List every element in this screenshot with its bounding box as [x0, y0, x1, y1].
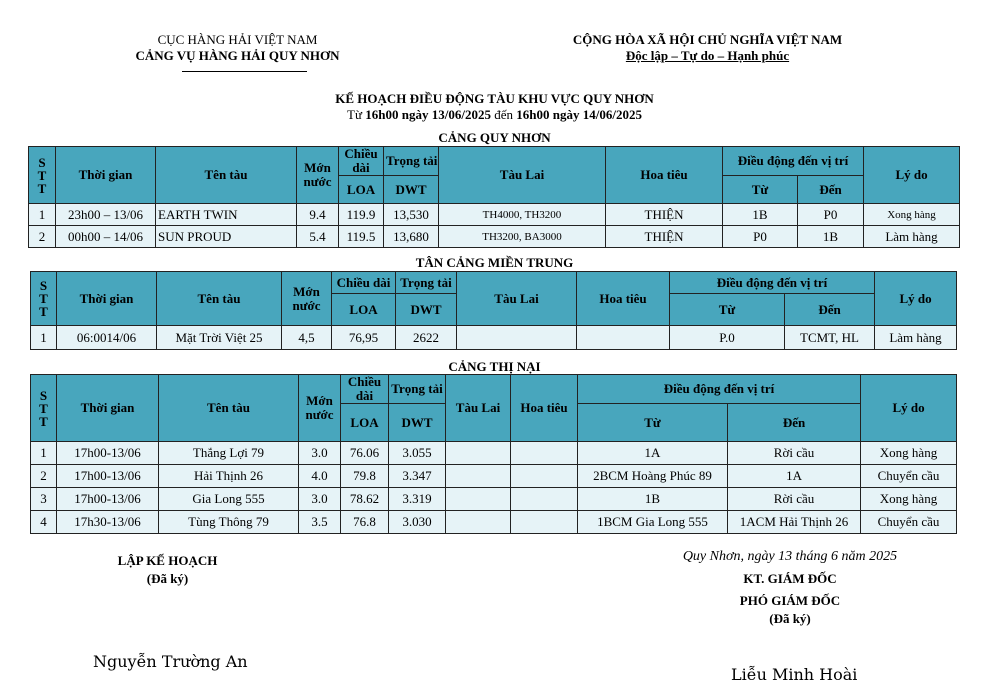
col-stt: S T T: [31, 375, 57, 442]
cell-dwt: 13,680: [384, 226, 439, 248]
range-prefix: Từ: [347, 107, 363, 122]
cell-dwt: 3.055: [389, 442, 446, 465]
cell-ly-do: Xong hàng: [861, 442, 957, 465]
cell-thoi-gian: 06:0014/06: [57, 326, 157, 350]
table-row: [31, 511, 957, 534]
cell-hoa-tieu: THIỆN: [606, 204, 723, 226]
range-end: 16h00 ngày 14/06/2025: [516, 107, 642, 122]
planner-title: LẬP KẾ HOẠCH: [117, 553, 218, 568]
cell-mon-nuoc: 9.4: [297, 204, 339, 226]
deputy-title: PHÓ GIÁM ĐỐC: [739, 593, 841, 608]
national-motto: Độc lập – Tự do – Hạnh phúc: [625, 48, 790, 63]
director-block: [690, 570, 890, 628]
cell-tu: 1B: [578, 488, 728, 511]
cell-thoi-gian: 17h00-13/06: [57, 465, 159, 488]
cell-tu: 2BCM Hoàng Phúc 89: [578, 465, 728, 488]
col-thoi-gian: Thời gian: [57, 272, 157, 326]
cell-ly-do: Xong hàng: [861, 488, 957, 511]
col-mon-nuoc: Mớn nước: [297, 147, 339, 204]
cell-tau-lai: TH3200, BA3000: [439, 226, 606, 248]
section-title-tan-cang: TÂN CẢNG MIỀN TRUNG: [415, 255, 574, 270]
cell-ten-tau: EARTH TWIN: [156, 204, 297, 226]
planner-signed: (Đã ký): [146, 571, 189, 586]
director-name: Liễu Minh Hoài: [731, 665, 858, 684]
col-chieu-dai: Chiều dài: [339, 147, 384, 176]
col-loa: LOA: [339, 176, 384, 204]
cell-thoi-gian: 17h30-13/06: [57, 511, 159, 534]
table-quy-nhon: [28, 146, 960, 248]
cell-hoa-tieu: THIỆN: [606, 226, 723, 248]
cell-den: Rời cầu: [728, 488, 861, 511]
cell-ly-do: Chuyển cầu: [861, 465, 957, 488]
cell-stt: 2: [29, 226, 56, 248]
cell-thoi-gian: 00h00 – 14/06: [56, 226, 156, 248]
national-header: [540, 32, 875, 64]
col-trong-tai: Trọng tải: [384, 147, 439, 176]
planner-name: Nguyễn Trường An: [93, 652, 248, 671]
cell-dwt: 2622: [396, 326, 457, 350]
agency-header: [110, 32, 365, 64]
col-trong-tai: Trọng tải: [389, 375, 446, 404]
agency-name: CẢNG VỤ HÀNG HẢI QUY NHƠN: [135, 48, 340, 63]
cell-loa: 79.8: [341, 465, 389, 488]
col-den: Đến: [785, 294, 875, 326]
col-stt: S T T: [31, 272, 57, 326]
cell-tau-lai: [457, 326, 577, 350]
plan-range: [0, 107, 989, 123]
cell-hoa-tieu: [577, 326, 670, 350]
cell-hoa-tieu: [511, 511, 578, 534]
cell-mon-nuoc: 3.5: [299, 511, 341, 534]
cell-den: 1A: [728, 465, 861, 488]
table-thi-nai: [30, 374, 957, 534]
cell-mon-nuoc: 3.0: [299, 442, 341, 465]
cell-ten-tau: Hải Thịnh 26: [159, 465, 299, 488]
table-row: [31, 326, 957, 350]
table-row: [29, 226, 960, 248]
table-row: [31, 465, 957, 488]
cell-loa: 78.62: [341, 488, 389, 511]
cell-tau-lai: TH4000, TH3200: [439, 204, 606, 226]
cell-thoi-gian: 17h00-13/06: [57, 442, 159, 465]
cell-tau-lai: [446, 465, 511, 488]
col-stt: S T T: [29, 147, 56, 204]
table-row: [31, 488, 957, 511]
cell-loa: 76,95: [332, 326, 396, 350]
col-dieu-dong: Điều động đến vị trí: [670, 272, 875, 294]
col-dwt: DWT: [396, 294, 457, 326]
cell-hoa-tieu: [511, 488, 578, 511]
cell-den: 1ACM Hải Thịnh 26: [728, 511, 861, 534]
cell-dwt: 3.030: [389, 511, 446, 534]
cell-ten-tau: Gia Long 555: [159, 488, 299, 511]
col-dieu-dong: Điều động đến vị trí: [578, 375, 861, 404]
cell-stt: 4: [31, 511, 57, 534]
col-thoi-gian: Thời gian: [56, 147, 156, 204]
range-mid: đến: [494, 107, 514, 122]
cell-tu: 1B: [723, 204, 798, 226]
cell-tau-lai: [446, 511, 511, 534]
col-mon-nuoc: Mớn nước: [282, 272, 332, 326]
planner-block: [95, 552, 240, 588]
cell-dwt: 3.319: [389, 488, 446, 511]
col-hoa-tieu: Hoa tiêu: [577, 272, 670, 326]
col-chieu-dai: Chiều dài: [332, 272, 396, 294]
table-tan-cang: [30, 271, 957, 350]
cell-tu: 1BCM Gia Long 555: [578, 511, 728, 534]
cell-stt: 1: [29, 204, 56, 226]
cell-tu: 1A: [578, 442, 728, 465]
cell-dwt: 3.347: [389, 465, 446, 488]
range-start: 16h00 ngày 13/06/2025: [365, 107, 491, 122]
cell-ten-tau: Mặt Trời Việt 25: [157, 326, 282, 350]
col-ten-tau: Tên tàu: [159, 375, 299, 442]
col-ly-do: Lý do: [875, 272, 957, 326]
director-signed: (Đã ký): [769, 611, 811, 626]
cell-den: Rời cầu: [728, 442, 861, 465]
plan-title: KẾ HOẠCH ĐIỀU ĐỘNG TÀU KHU VỰC QUY NHƠN: [335, 91, 654, 106]
cell-tu: P0: [723, 226, 798, 248]
col-thoi-gian: Thời gian: [57, 375, 159, 442]
col-tau-lai: Tàu Lai: [457, 272, 577, 326]
cell-ten-tau: Tùng Thông 79: [159, 511, 299, 534]
director-title: KT. GIÁM ĐỐC: [743, 571, 837, 586]
cell-ly-do: Chuyển cầu: [861, 511, 957, 534]
col-dwt: DWT: [389, 404, 446, 442]
cell-hoa-tieu: [511, 465, 578, 488]
table-row: [29, 204, 960, 226]
cell-den: 1B: [798, 226, 864, 248]
col-dwt: DWT: [384, 176, 439, 204]
col-ten-tau: Tên tàu: [156, 147, 297, 204]
cell-den: P0: [798, 204, 864, 226]
cell-tau-lai: [446, 488, 511, 511]
col-dieu-dong: Điều động đến vị trí: [723, 147, 864, 176]
col-den: Đến: [728, 404, 861, 442]
cell-den: TCMT, HL: [785, 326, 875, 350]
cell-ten-tau: Thắng Lợi 79: [159, 442, 299, 465]
cell-ly-do: Làm hàng: [864, 226, 960, 248]
cell-mon-nuoc: 5.4: [297, 226, 339, 248]
cell-thoi-gian: 23h00 – 13/06: [56, 204, 156, 226]
cell-stt: 1: [31, 326, 57, 350]
national-title: CỘNG HÒA XÃ HỘI CHỦ NGHĨA VIỆT NAM: [572, 32, 843, 47]
cell-thoi-gian: 17h00-13/06: [57, 488, 159, 511]
col-ly-do: Lý do: [861, 375, 957, 442]
cell-tu: P.0: [670, 326, 785, 350]
cell-ly-do: Xong hàng: [864, 204, 960, 226]
cell-hoa-tieu: [511, 442, 578, 465]
cell-loa: 119.9: [339, 204, 384, 226]
table-row: [31, 442, 957, 465]
cell-mon-nuoc: 3.0: [299, 488, 341, 511]
col-tau-lai: Tàu Lai: [446, 375, 511, 442]
document-title: [0, 91, 989, 123]
col-mon-nuoc: Mớn nước: [299, 375, 341, 442]
cell-tau-lai: [446, 442, 511, 465]
agency-parent: CỤC HÀNG HẢI VIỆT NAM: [157, 32, 318, 47]
cell-loa: 119.5: [339, 226, 384, 248]
cell-ten-tau: SUN PROUD: [156, 226, 297, 248]
col-trong-tai: Trọng tải: [396, 272, 457, 294]
cell-mon-nuoc: 4.0: [299, 465, 341, 488]
col-den: Đến: [798, 176, 864, 204]
col-tau-lai: Tàu Lai: [439, 147, 606, 204]
cell-stt: 2: [31, 465, 57, 488]
cell-stt: 3: [31, 488, 57, 511]
col-loa: LOA: [332, 294, 396, 326]
col-tu: Từ: [723, 176, 798, 204]
col-loa: LOA: [341, 404, 389, 442]
col-hoa-tieu: Hoa tiêu: [606, 147, 723, 204]
col-hoa-tieu: Hoa tiêu: [511, 375, 578, 442]
cell-mon-nuoc: 4,5: [282, 326, 332, 350]
cell-stt: 1: [31, 442, 57, 465]
cell-ly-do: Làm hàng: [875, 326, 957, 350]
section-title-quy-nhon: CẢNG QUY NHƠN: [438, 130, 551, 145]
cell-loa: 76.06: [341, 442, 389, 465]
section-title-thi-nai: CẢNG THỊ NẠI: [448, 359, 541, 374]
date-line: Quy Nhơn, ngày 13 tháng 6 năm 2025: [682, 549, 898, 564]
col-tu: Từ: [578, 404, 728, 442]
col-ten-tau: Tên tàu: [157, 272, 282, 326]
col-chieu-dai: Chiều dài: [341, 375, 389, 404]
col-ly-do: Lý do: [864, 147, 960, 204]
cell-loa: 76.8: [341, 511, 389, 534]
col-tu: Từ: [670, 294, 785, 326]
cell-dwt: 13,530: [384, 204, 439, 226]
agency-underline: [182, 71, 307, 72]
